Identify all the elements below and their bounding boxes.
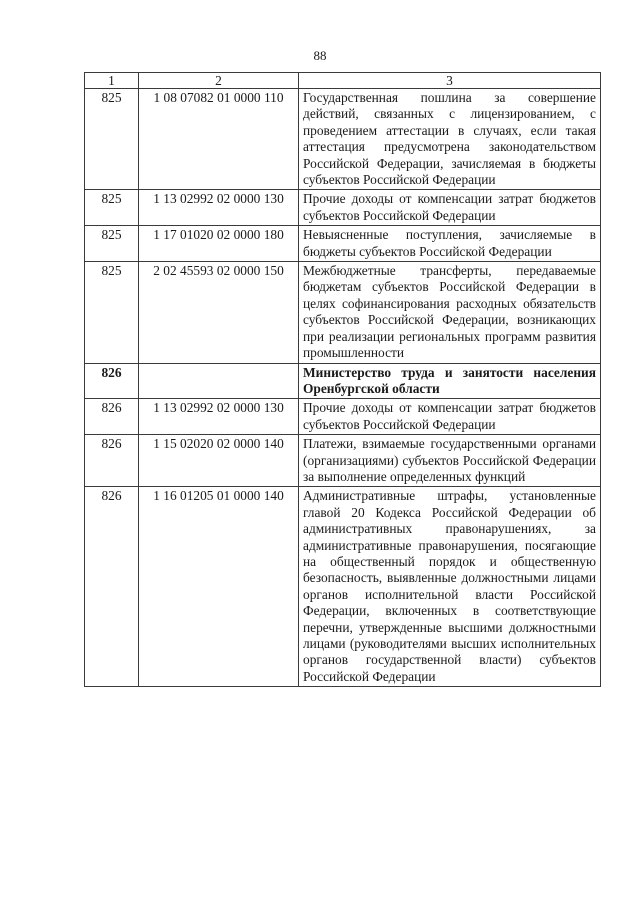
description-cell: Прочие доходы от компенсации затрат бюджетов субъектов Российской Федерации — [299, 190, 601, 226]
table-row-section-heading — [85, 363, 601, 399]
budget-code-cell: 1 16 01205 01 0000 140 — [139, 487, 299, 687]
description-cell: Государственная пошлина за совершение действий, связанных с лицензированием, с проведением аттестации в случаях, если такая аттестация предусмотрена законодательством Российской Федерации, зачисляемая в бюджеты субъектов Российской Федерации — [299, 89, 601, 190]
budget-code-cell: 1 08 07082 01 0000 110 — [139, 89, 299, 190]
table-row — [85, 89, 601, 190]
table-row — [85, 190, 601, 226]
budget-code-cell: 2 02 45593 02 0000 150 — [139, 262, 299, 363]
description-cell: Межбюджетные трансферты, передаваемые бюджетам субъектов Российской Федерации в целях софинансирования расходных обязательств субъектов Российской Федерации, возникающих при реализации региональных программ развития промышленности — [299, 262, 601, 363]
table-row — [85, 226, 601, 262]
table-row — [85, 435, 601, 487]
column-header-3: 3 — [299, 73, 601, 89]
description-cell: Административные штрафы, установленные главой 20 Кодекса Российской Федерации об административных правонарушениях, за административные правонарушения, посягающие на общественный порядок и общественную безопасность, выявленные должностными лицами органов исполнительной власти Российской Федерации, включенных в соответствующие перечни, утвержденные высшими должностными лицами (руководителями высших исполнительных органов государственной власти) субъектов Российской Федерации — [299, 487, 601, 687]
description-cell: Платежи, взимаемые государственными органами (организациями) субъектов Российской Федерации за выполнение определенных функций — [299, 435, 601, 487]
table-row — [85, 262, 601, 363]
column-header-1: 1 — [85, 73, 139, 89]
budget-code-cell — [139, 363, 299, 399]
description-cell: Невыясненные поступления, зачисляемые в бюджеты субъектов Российской Федерации — [299, 226, 601, 262]
budget-code-cell: 1 17 01020 02 0000 180 — [139, 226, 299, 262]
table-row — [85, 487, 601, 687]
table-row — [85, 399, 601, 435]
description-cell: Прочие доходы от компенсации затрат бюджетов субъектов Российской Федерации — [299, 399, 601, 435]
table-header-row — [85, 73, 601, 89]
ministry-name-cell: Министерство труда и занятости населения Оренбургской области — [299, 363, 601, 399]
admin-code-cell: 825 — [85, 89, 139, 190]
budget-code-cell: 1 13 02992 02 0000 130 — [139, 399, 299, 435]
column-header-2: 2 — [139, 73, 299, 89]
budget-code-cell: 1 15 02020 02 0000 140 — [139, 435, 299, 487]
admin-code-cell: 826 — [85, 399, 139, 435]
page-number: 88 — [313, 48, 327, 63]
budget-codes-table — [84, 72, 601, 687]
admin-code-cell: 826 — [85, 487, 139, 687]
admin-code-cell: 825 — [85, 262, 139, 363]
admin-code-cell: 825 — [85, 190, 139, 226]
admin-code-cell: 826 — [85, 435, 139, 487]
admin-code-cell: 825 — [85, 226, 139, 262]
admin-code-cell: 826 — [85, 363, 139, 399]
budget-code-cell: 1 13 02992 02 0000 130 — [139, 190, 299, 226]
